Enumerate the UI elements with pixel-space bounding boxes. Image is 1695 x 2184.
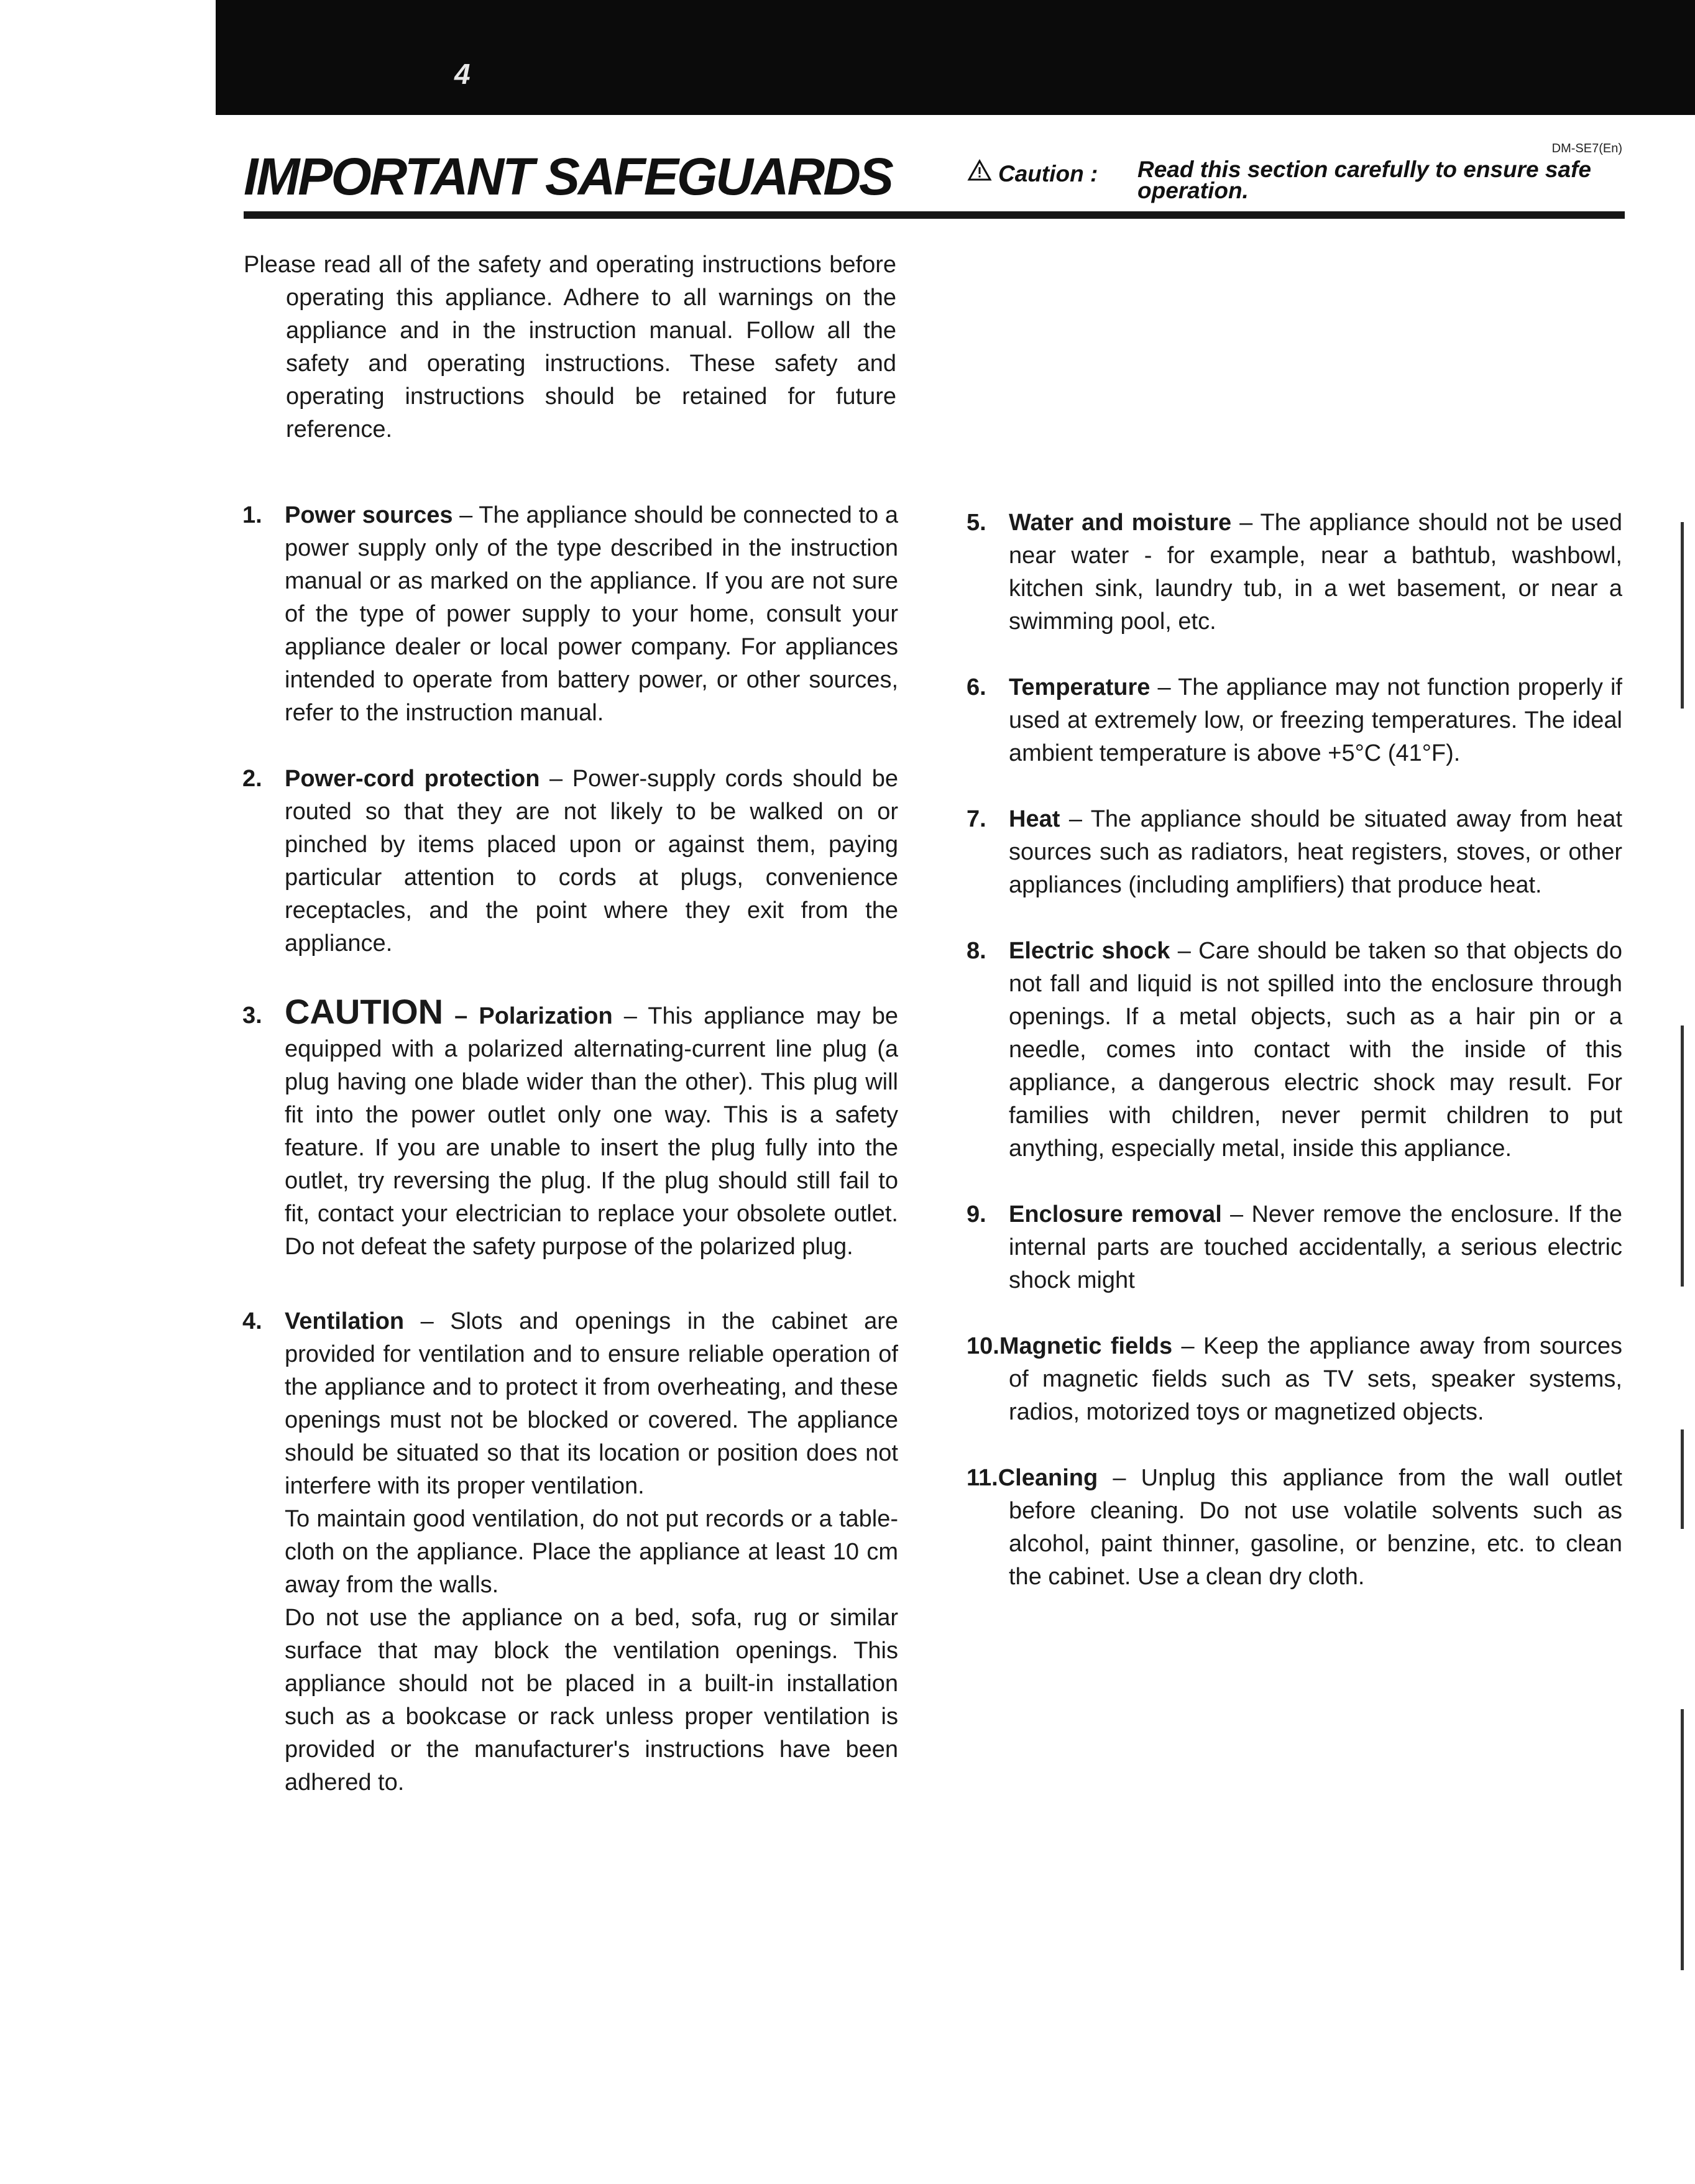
item-text: – Keep the appliance away from sources of magnetic fields such as TV sets, speaker systems, radios, motorized toys or magnetized objects. xyxy=(1009,1333,1623,1425)
item-heading: Cleaning xyxy=(998,1465,1098,1491)
caution-label: Caution : xyxy=(998,161,1098,186)
right-column xyxy=(967,507,1622,1594)
scan-edge-mark xyxy=(1681,1429,1684,1529)
item-text: – Care should be taken so that objects do not fall and liquid is not spilled into the enclosure through openings. If a metal objects, such as a hair pin or a needle, comes into contact with the inside of this appliance, a dangerous electric shock may result. For families with children, never permit children to put anything, especially metal, inside this appliance. xyxy=(1009,938,1623,1162)
item-heading: Heat xyxy=(1009,806,1060,832)
document-code: DM-SE7(En) xyxy=(1551,142,1622,155)
safeguard-item-water-and-moisture xyxy=(967,507,1622,638)
item-text: – This appliance may be equipped with a polarized alternating-current line plug (a plug having one blade wider than the other). This plug will fit into the power outlet only one way. This is a safety feature. If you are unable to insert the plug fully into the outlet, try reversing the plug. If the plug should still fail to fit, contact your electrician to replace your obsolete outlet. Do not defeat the safety purpose of the polarized plug. xyxy=(285,1003,898,1260)
item-extra-paragraph: Do not use the appliance on a bed, sofa, rug or similar surface that may block the ventilation openings. This appliance should not be placed in a built-in installation such as a bookcase or rack unless proper ventilation is provided or the manufacturer's instructions have been adhered to. xyxy=(285,1605,898,1796)
scan-edge-mark xyxy=(1681,1709,1684,1970)
item-number: 5. xyxy=(967,510,986,536)
safeguard-item-enclosure-removal xyxy=(967,1198,1622,1297)
item-heading: Power sources xyxy=(285,502,453,528)
safeguard-item-polarization xyxy=(242,992,898,1264)
item-extra-paragraph: To maintain good ventilation, do not put records or a table-cloth on the appliance. Place the appliance at least 10 cm away from the walls. xyxy=(285,1506,898,1598)
item-text: – The appliance should be situated away from heat sources such as radiators, heat registers, stoves, or other appliances (including amplifiers) that produce heat. xyxy=(1009,806,1622,898)
item-number: 2. xyxy=(242,766,262,792)
page-number: 4 xyxy=(454,58,471,90)
item-number: 11. xyxy=(967,1465,998,1491)
scan-edge-mark xyxy=(1681,1025,1684,1287)
item-heading: Ventilation xyxy=(285,1308,405,1334)
safeguard-item-magnetic-fields xyxy=(967,1330,1622,1429)
left-column xyxy=(242,499,898,1799)
item-heading: Magnetic fields xyxy=(999,1333,1173,1359)
caution-word: CAUTION xyxy=(285,992,444,1031)
item-number: 4. xyxy=(242,1308,262,1334)
safeguard-item-ventilation xyxy=(242,1305,898,1799)
safeguard-item-power-sources xyxy=(242,499,898,730)
caution-label-group xyxy=(967,159,1098,187)
scan-edge-mark xyxy=(1681,522,1684,709)
safeguard-item-power-cord-protection xyxy=(242,763,898,960)
page-title: IMPORTANT SAFEGUARDS xyxy=(244,147,892,206)
item-heading: Water and moisture xyxy=(1009,510,1232,536)
safeguard-item-electric-shock xyxy=(967,935,1622,1165)
item-number: 1. xyxy=(242,502,262,528)
item-heading: Power-cord protection xyxy=(285,766,540,792)
item-heading: Temperature xyxy=(1009,674,1151,700)
item-text: – Power-supply cords should be routed so that they are not likely to be walked on or pinched by items placed upon or against them, paying particular attention to cords at plugs, convenience receptacles, and the point where they exit from the appliance. xyxy=(285,766,898,957)
safeguard-item-cleaning xyxy=(967,1462,1622,1594)
safeguard-item-temperature xyxy=(967,671,1622,770)
item-text: – Never remove the enclosure. If the internal parts are touched accidentally, a serious electric shock might xyxy=(1009,1201,1622,1293)
item-text: – The appliance should not be used near water - for example, near a bathtub, washbowl, kitchen sink, laundry tub, in a wet basement, or near a swimming pool, etc. xyxy=(1009,510,1622,635)
item-text: – The appliance should be connected to a power supply only of the type described in the instruction manual or as marked on the appliance. If you are not sure of the type of power supply to your home, consult your appliance dealer or local power company. For appliances intended to operate from battery power, or other sources, refer to the instruction manual. xyxy=(285,502,898,726)
warning-triangle-icon xyxy=(967,159,992,187)
item-number: 6. xyxy=(967,674,986,700)
caution-text: Read this section carefully to ensure safe operation. xyxy=(1137,157,1591,203)
item-text: – Unplug this appliance from the wall outlet before cleaning. Do not use volatile solvents such as alcohol, paint thinner, gasoline, or benzine, etc. to clean the cabinet. Use a clean dry cloth. xyxy=(1009,1465,1622,1590)
title-rule xyxy=(244,211,1625,219)
intro-paragraph: Please read all of the safety and operating instructions before operating this appliance. Adhere to all warnings on the appliance and in the instruction manual. Follow all the safety and operating instructions. These safety and operating instructions should be retained for future reference. xyxy=(244,252,896,443)
item-number: 10. xyxy=(967,1333,999,1359)
item-number: 9. xyxy=(967,1201,986,1227)
item-number: 3. xyxy=(242,1003,262,1029)
item-heading: Enclosure removal xyxy=(1009,1201,1222,1227)
item-text: – Slots and openings in the cabinet are provided for ventilation and to ensure reliable operation of the appliance and to protect it from overheating, and these openings must not be blocked or covered. The appliance should be situated so that its location or position does not interfere with its proper ventilation. xyxy=(285,1308,898,1499)
item-number: 8. xyxy=(967,938,986,964)
header-dark-band xyxy=(216,0,1695,115)
item-number: 7. xyxy=(967,806,986,832)
item-heading: Electric shock xyxy=(1009,938,1170,964)
item-heading: – Polarization xyxy=(443,1003,613,1029)
safeguard-item-heat xyxy=(967,803,1622,902)
item-text: – The appliance may not function properly if used at extremely low, or freezing temperatures. The ideal ambient temperature is above +5°C (41°F). xyxy=(1009,674,1622,766)
